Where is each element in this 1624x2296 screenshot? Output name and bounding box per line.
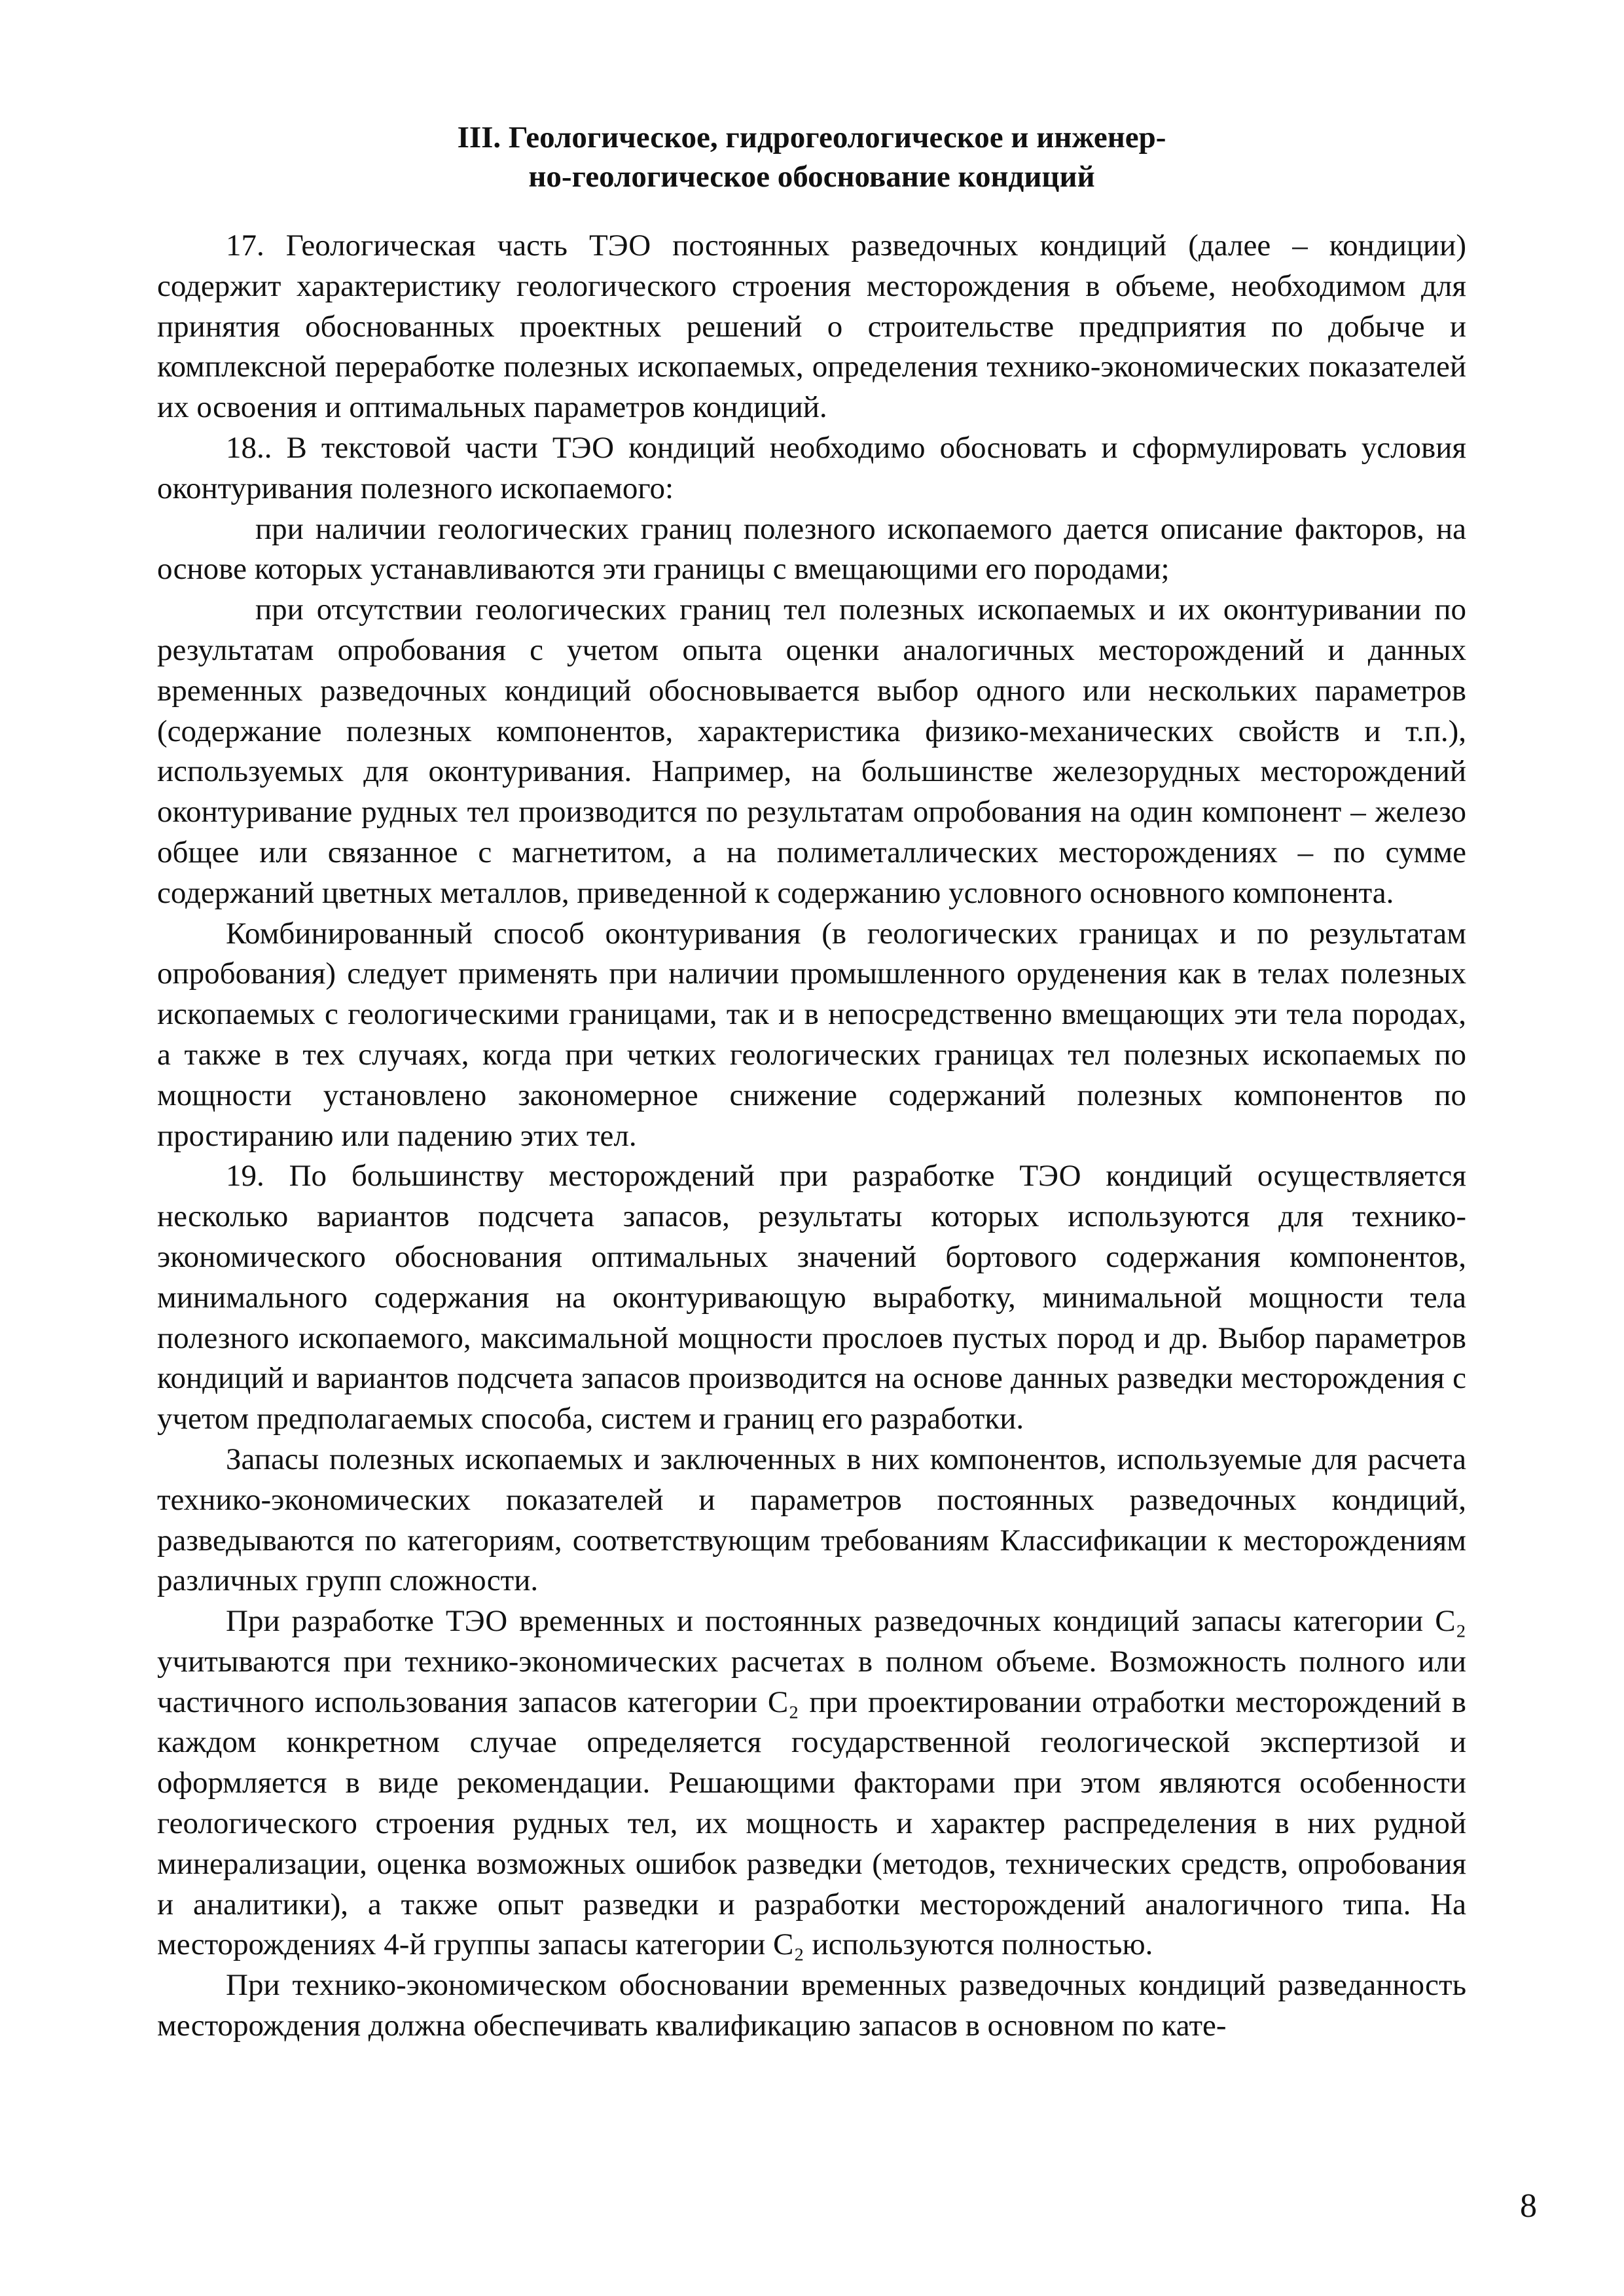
list-item-no-boundaries: при отсутствии геологических границ тел полезных ископаемых и их оконтуривании по результатам опробования с учетом опыта оценки аналогичных месторождений и данных временных разведочных кондиций обосновывается выбор одного или нескольких параметров (содержание полезных компонентов, характеристика физико-механических свойств и т.п.), используемых для оконтуривания. Например, на большинстве железорудных месторождений оконтуривание рудных тел производится по результатам опробования на один компонент – железо общее или связанное с магнетитом, а на полиметаллических месторождениях – по сумме содержаний цветных металлов, приведенной к содержанию условного основного компонента. [157,592,1466,910]
paragraph-18: 18.. В текстовой части ТЭО кондиций необходимо обосновать и сформулировать условия оконтуривания полезного ископаемого: [157,430,1466,505]
paragraph-temporary-conditions: При технико-экономическом обосновании временных разведочных кондиций разведанность месторождения должна обеспечивать квалификацию запасов в основном по кате- [157,1968,1466,2043]
section-title-line-1: III. Геологическое, гидрогеологическое и инженер- [457,120,1166,155]
list-item-geological-boundaries: при наличии геологических границ полезного ископаемого дается описание факторов, на основе которых устанавливаются эти границы с вмещающими его породами; [157,511,1466,587]
paragraph-c2-category: При разработке ТЭО временных и постоянных разведочных кондиций запасы категории C₂ учитываются при технико-экономических расчетах в полном объеме. Возможность полного или частичного использования запасов категории C₂ при проектировании отработки месторождений в каждом конкретном случае определяется государственной геологической экспертизой и оформляется в виде рекомендации. Решающими факторами при этом являются особенности геологического строения рудных тел, их мощность и характер распределения в них рудной минерализации, оценка возможных ошибок разведки (методов, технических средств, опробования и аналитики), а также опыт разведки и разработки месторождений аналогичного типа. На месторождениях 4-й группы запасы категории C₂ используются полностью. [157,1604,1466,1962]
paragraph-combined-contouring: Комбинированный способ оконтуривания (в геологических границах и по результатам опробования) следует применять при наличии промышленного оруденения как в телах полезных ископаемых с геологическими границами, так и в непосредственно вмещающих эти тела породах, а также в тех случаях, когда при четких геологических границах тел полезных ископаемых по мощности установлено закономерное снижение содержаний полезных компонентов по простиранию или падению этих тел. [157,916,1466,1153]
paragraph-17: 17. Геологическая часть ТЭО постоянных разведочных кондиций (далее – кондиции) содержит характеристику геологического строения месторождения в объеме, необходимом для принятия обоснованных проектных решений о строительстве предприятия по добыче и комплексной переработке полезных ископаемых, определения технико-экономических показателей их освоения и оптимальных параметров кондиций. [157,228,1466,425]
paragraph-19: 19. По большинству месторождений при разработке ТЭО кондиций осуществляется несколько вариантов подсчета запасов, результаты которых используются для технико-экономического обоснования оптимальных значений бортового содержания компонентов, минимального содержания на оконтуривающую выработку, минимальной мощности тела полезного ископаемого, максимальной мощности прослоев пустых пород и др. Выбор параметров кондиций и вариантов подсчета запасов производится на основе данных разведки месторождения с учетом предполагаемых способа, систем и границ его разработки. [157,1159,1466,1436]
paragraph-reserves: Запасы полезных ископаемых и заключенных в них компонентов, используемые для расчета технико-экономических показателей и параметров постоянных разведочных кондиций, разведываются по категориям, соответствующим требованиям Классификации к месторождениям различных групп сложности. [157,1442,1466,1598]
section-title [157,118,1466,196]
document-body [157,226,1466,2047]
page-number: 8 [1520,2187,1537,2225]
section-title-line-2: но-геологическое обоснование кондиций [528,160,1095,194]
